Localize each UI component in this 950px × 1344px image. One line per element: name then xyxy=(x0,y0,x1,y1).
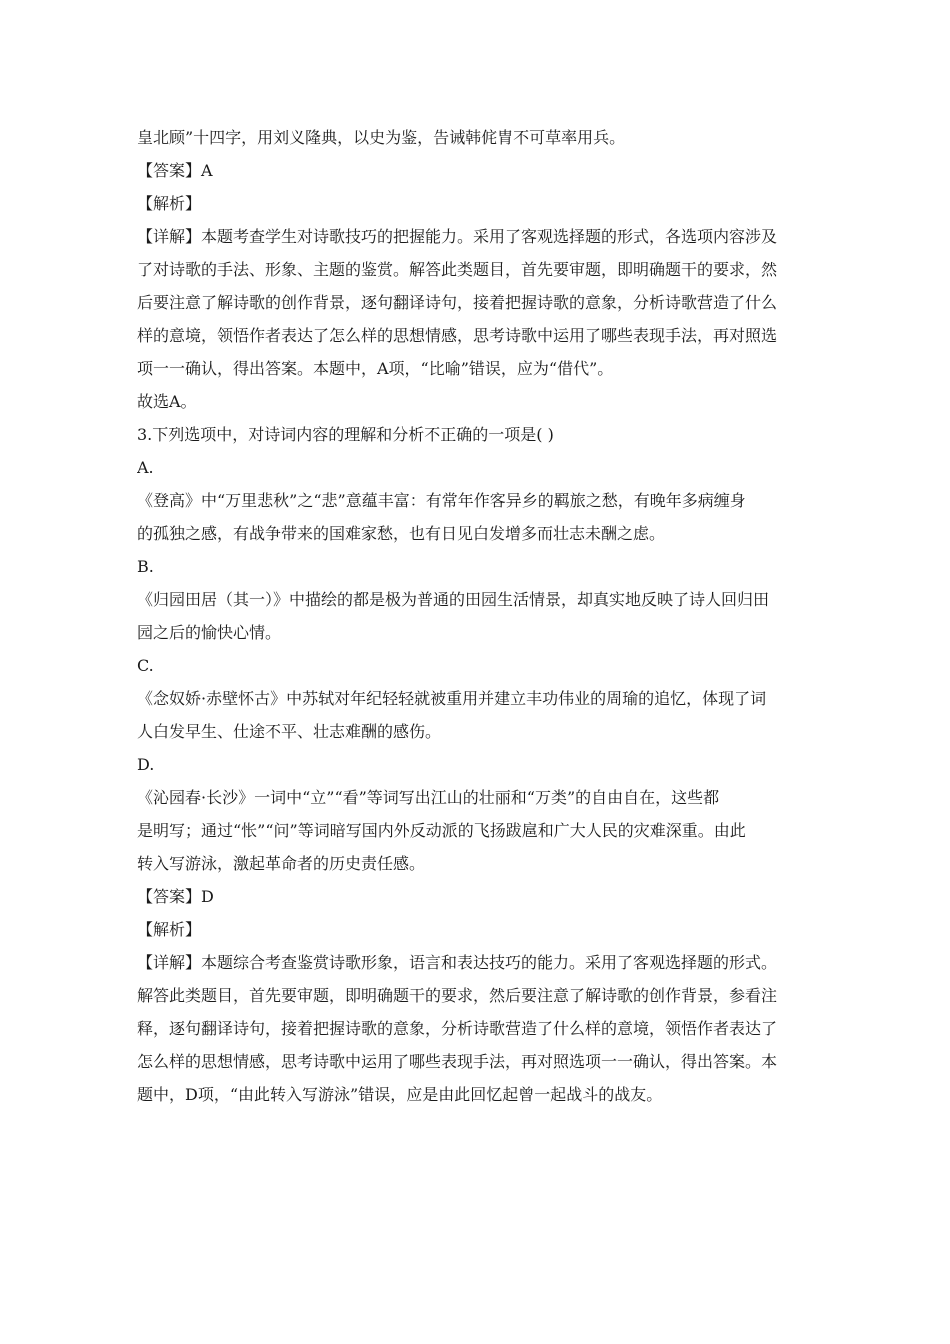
detail-line: 怎么样的思想情感，思考诗歌中运用了哪些表现手法，再对照选项一一确认，得出答案。本 xyxy=(137,1052,778,1071)
detail-line: 样的意境，领悟作者表达了怎么样的思想情感，思考诗歌中运用了哪些表现手法，再对照选 xyxy=(137,326,778,345)
detail-line: 【详解】本题综合考查鉴赏诗歌形象，语言和表达技巧的能力。采用了客观选择题的形式。 xyxy=(137,953,778,972)
detail-line: 后要注意了解诗歌的创作背景，逐句翻译诗句，接着把握诗歌的意象，分析诗歌营造了什么 xyxy=(137,293,778,312)
option-text-d: 是明写；通过“怅”“问”等词暗写国内外反动派的飞扬跋扈和广大人民的灾难深重。由此 xyxy=(137,821,746,840)
detail-line: 题中，D项，“由此转入写游泳”错误，应是由此回忆起曾一起战斗的战友。 xyxy=(137,1085,663,1104)
option-text-b: 《归园田居（其一）》中描绘的都是极为普通的田园生活情景，却真实地反映了诗人回归田 xyxy=(137,590,770,609)
page-content xyxy=(137,121,813,1111)
question-stem: 3.下列选项中，对诗词内容的理解和分析不正确的一项是( ) xyxy=(137,425,554,444)
option-text-d: 转入写游泳，激起革命者的历史责任感。 xyxy=(137,854,426,873)
option-label-d: D. xyxy=(137,755,155,774)
option-text-a: 的孤独之感，有战争带来的国难家愁，也有日见白发增多而壮志未酬之虑。 xyxy=(137,524,666,543)
detail-line: 了对诗歌的手法、形象、主题的鉴赏。解答此类题目，首先要审题，即明确题干的要求，然 xyxy=(137,260,778,279)
conclusion-line: 故选A。 xyxy=(137,392,197,411)
detail-line: 【详解】本题考查学生对诗歌技巧的把握能力。采用了客观选择题的形式，各选项内容涉及 xyxy=(137,227,778,246)
option-text-d: 《沁园春·长沙》一词中“立”“看”等词写出江山的壮丽和“万类”的自由自在，这些都 xyxy=(137,788,720,807)
analysis-heading: 【解析】 xyxy=(137,194,202,213)
option-text-c: 人白发早生、仕途不平、壮志难酬的感伤。 xyxy=(137,722,442,741)
answer-line: 【答案】A xyxy=(137,161,213,180)
option-text-b: 园之后的愉快心情。 xyxy=(137,623,282,642)
detail-line: 释，逐句翻译诗句，接着把握诗歌的意象，分析诗歌营造了什么样的意境，领悟作者表达了 xyxy=(137,1019,778,1038)
detail-line: 解答此类题目，首先要审题，即明确题干的要求，然后要注意了解诗歌的创作背景，参看注 xyxy=(137,986,778,1005)
option-label-b: B. xyxy=(137,557,154,576)
option-label-a: A. xyxy=(137,458,154,477)
detail-line: 项一一确认，得出答案。本题中，A项，“比喻”错误，应为“借代”。 xyxy=(137,359,614,378)
answer-line: 【答案】D xyxy=(137,887,214,906)
analysis-heading: 【解析】 xyxy=(137,920,202,939)
option-text-c: 《念奴娇·赤壁怀古》中苏轼对年纪轻轻就被重用并建立丰功伟业的周瑜的追忆，体现了词 xyxy=(137,689,767,708)
option-text-a: 《登高》中“万里悲秋”之“悲”意蕴丰富：有常年作客异乡的羁旅之愁，有晚年多病缠身 xyxy=(137,491,746,510)
paragraph-line: 皇北顾”十四字，用刘义隆典，以史为鉴，告诫韩侂胄不可草率用兵。 xyxy=(137,128,626,147)
option-label-c: C. xyxy=(137,656,154,675)
